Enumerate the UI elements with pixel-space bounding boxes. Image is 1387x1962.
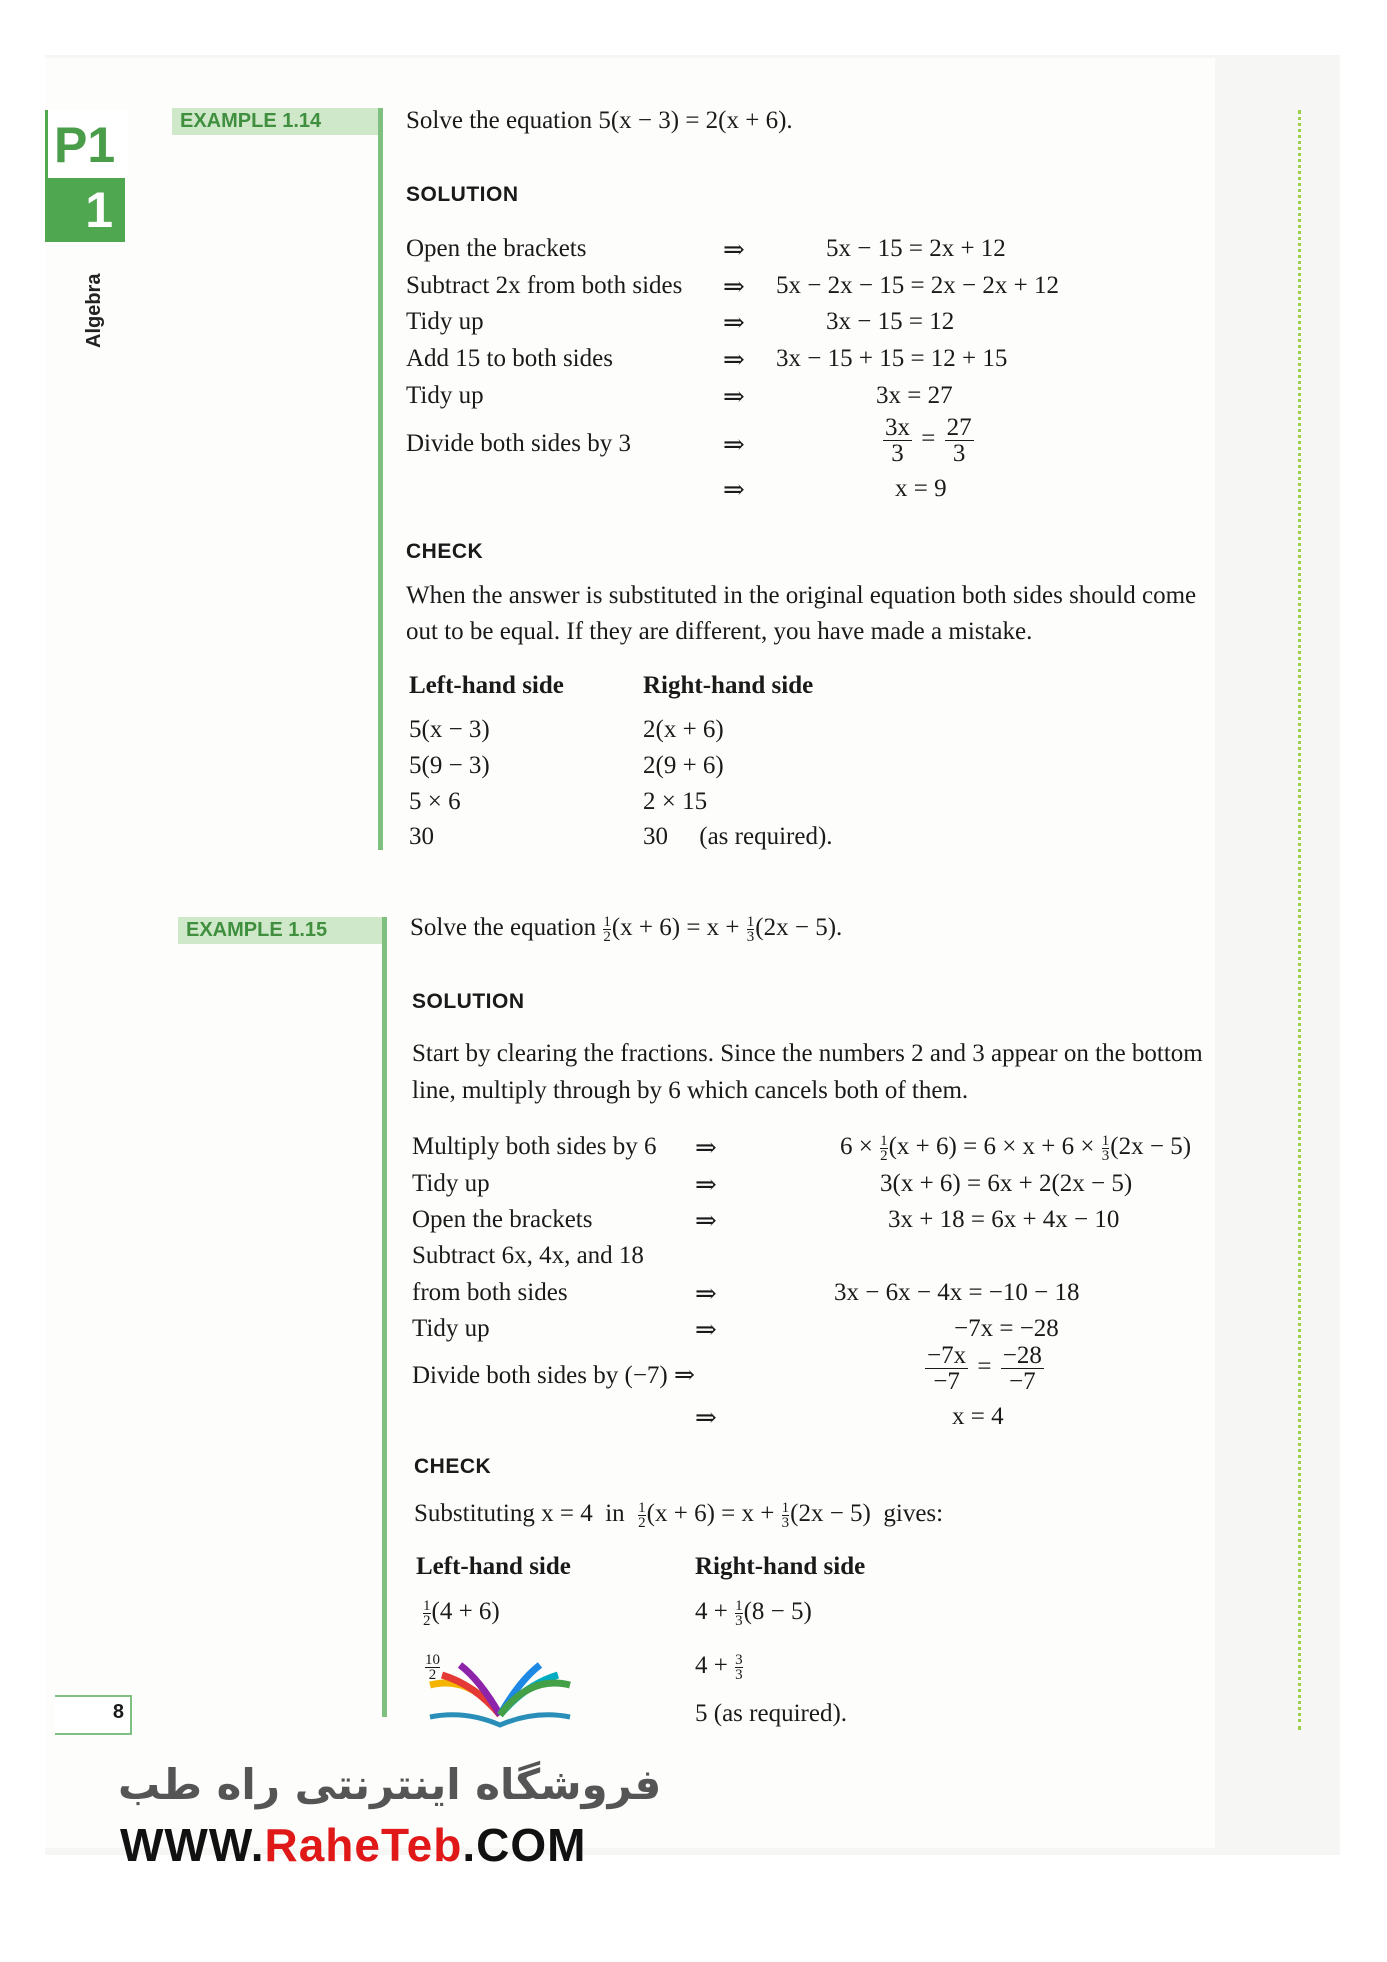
- lhs-heading: Left-hand side: [416, 1553, 571, 1580]
- denominator: 2: [603, 928, 611, 945]
- numerator: −28: [1002, 1342, 1042, 1369]
- numerator: 27: [946, 414, 972, 441]
- page-number-box: [55, 1695, 132, 1735]
- denominator: 3: [746, 928, 755, 945]
- numerator: 1: [781, 1499, 790, 1516]
- implies-arrow: ⇒: [723, 382, 745, 411]
- example-rule: [378, 108, 383, 850]
- denominator: −7: [933, 1368, 960, 1395]
- numerator: 1: [603, 913, 611, 930]
- third-fraction: [782, 1501, 790, 1531]
- step-equation: 3(x + 6) = 6x + 2(2x − 5): [880, 1170, 1133, 1197]
- check-text: [414, 1500, 943, 1530]
- rhs-heading: Right-hand side: [643, 672, 814, 699]
- step-equation: 3x − 6x − 4x = −10 − 18: [834, 1279, 1080, 1306]
- denominator: 2: [638, 1514, 646, 1531]
- intro-text: Start by clearing the fractions. Since the numbers 2 and 3 appear on the bottom: [412, 1040, 1203, 1067]
- check-text: out to be equal. If they are different, you have made a mistake.: [406, 618, 1033, 645]
- fraction: [883, 415, 912, 466]
- lhs-line: [422, 1598, 500, 1628]
- implies-arrow: ⇒: [695, 1206, 717, 1235]
- denominator: 2: [423, 1612, 431, 1629]
- dotted-margin-rule: [1298, 110, 1301, 1730]
- half-fraction: [880, 1134, 888, 1164]
- fraction: [735, 1653, 743, 1683]
- equation-text: (2x − 5): [1110, 1133, 1192, 1160]
- step-desc: Tidy up: [412, 1170, 490, 1197]
- step-desc: Add 15 to both sides: [406, 345, 613, 372]
- step-desc: Divide both sides by 3: [406, 430, 631, 457]
- implies-arrow: ⇒: [695, 1133, 717, 1162]
- step-equation: 3x = 27: [876, 382, 953, 409]
- step-desc: Subtract 6x, 4x, and 18: [412, 1242, 644, 1269]
- step-equation: 5x − 2x − 15 = 2x − 2x + 12: [776, 272, 1059, 299]
- check-text-part: Substituting x = 4 in: [414, 1500, 638, 1527]
- rhs-line: 2 × 15: [643, 788, 708, 815]
- rhs-line: 30 (as required).: [643, 823, 833, 850]
- denominator: 2: [428, 1666, 437, 1683]
- lhs-line: 5 × 6: [409, 788, 461, 815]
- example-label: EXAMPLE 1.15: [178, 917, 387, 944]
- section-label: Algebra: [83, 273, 105, 348]
- numerator: 10: [425, 1651, 440, 1668]
- implies-arrow: ⇒: [723, 475, 745, 504]
- numerator: 1: [880, 1132, 888, 1149]
- final-answer: x = 4: [952, 1403, 1004, 1430]
- half-fraction: [603, 915, 611, 945]
- denominator: 3: [735, 1612, 743, 1629]
- implies-arrow: ⇒: [695, 1170, 717, 1199]
- step-equation: −7x = −28: [954, 1315, 1059, 1342]
- step-desc: Tidy up: [406, 308, 484, 335]
- chapter-tab-label: 1: [85, 182, 113, 238]
- page-sheet: [45, 58, 1215, 1848]
- rhs-text: 4 +: [695, 1598, 735, 1625]
- step-desc: Tidy up: [406, 382, 484, 409]
- step-equation: 3x + 18 = 6x + 4x − 10: [888, 1206, 1120, 1233]
- rhs-line: 2(9 + 6): [643, 752, 724, 779]
- implies-arrow: ⇒: [695, 1315, 717, 1344]
- lhs-line: 5(x − 3): [409, 716, 490, 743]
- prompt-text: (x + 6) = x +: [611, 914, 746, 941]
- step-desc: Open the brackets: [406, 235, 587, 262]
- numerator: 1: [423, 1597, 431, 1614]
- denominator: 3: [891, 440, 904, 467]
- fraction-equation: [880, 415, 977, 466]
- fraction: [945, 415, 974, 466]
- part-tab-label: P1: [54, 117, 116, 173]
- final-answer: x = 9: [895, 475, 947, 502]
- rhs-text: (8 − 5): [743, 1598, 812, 1625]
- example-rule: [382, 917, 387, 1717]
- solution-heading: SOLUTION: [406, 183, 519, 206]
- page-number: 8: [112, 1701, 124, 1723]
- denominator: 2: [880, 1147, 888, 1164]
- url-part: WWW.: [120, 1819, 265, 1871]
- solution-heading: SOLUTION: [412, 990, 525, 1013]
- denominator: −7: [1008, 1368, 1036, 1395]
- url-brand: RaheTeb: [264, 1819, 463, 1871]
- step-desc: Subtract 2x from both sides: [406, 272, 683, 299]
- step-desc: Multiply both sides by 6: [412, 1133, 657, 1160]
- lhs-line: 5(9 − 3): [409, 752, 490, 779]
- url-part: .COM: [462, 1819, 587, 1871]
- example-prompt: [410, 914, 842, 944]
- step-equation: 3x − 15 + 15 = 12 + 15: [776, 345, 1008, 372]
- numerator: 3: [735, 1651, 743, 1668]
- denominator: 3: [952, 440, 966, 467]
- watermark-url: [120, 1818, 586, 1872]
- equation-text: 6 ×: [840, 1133, 880, 1160]
- implies-arrow: ⇒: [695, 1403, 717, 1432]
- equals-sign: =: [921, 425, 936, 453]
- third-fraction: [735, 1599, 743, 1629]
- fraction: [925, 1343, 968, 1394]
- example-prompt: Solve the equation 5(x − 3) = 2(x + 6).: [406, 107, 793, 134]
- numerator: 1: [638, 1499, 646, 1516]
- third-fraction: [747, 915, 755, 945]
- check-heading: CHECK: [406, 540, 484, 563]
- check-text: When the answer is substituted in the original equation both sides should come: [406, 582, 1197, 609]
- step-desc: Open the brackets: [412, 1206, 593, 1233]
- step-desc: from both sides: [412, 1279, 568, 1306]
- prompt-text: Solve the equation: [410, 914, 603, 941]
- numerator: 3x: [885, 414, 910, 441]
- lhs-heading: Left-hand side: [409, 672, 564, 699]
- rhs-text: 4 +: [695, 1652, 735, 1679]
- numerator: −7x: [927, 1342, 967, 1369]
- step-desc: Divide both sides by (−7) ⇒: [412, 1362, 695, 1389]
- implies-arrow: ⇒: [723, 345, 745, 374]
- denominator: 3: [1101, 1147, 1110, 1164]
- watermark-persian: فروشگاه اینترنتی راه طب: [118, 1760, 662, 1809]
- check-heading: CHECK: [414, 1455, 492, 1478]
- step-equation: 3x − 15 = 12: [826, 308, 955, 335]
- intro-text: line, multiply through by 6 which cancels both of them.: [412, 1077, 969, 1104]
- book-logo-icon: [420, 1651, 580, 1735]
- rhs-line: 5 (as required).: [695, 1700, 848, 1727]
- denominator: 3: [781, 1514, 790, 1531]
- rhs-heading: Right-hand side: [695, 1553, 866, 1580]
- rhs-line: 2(x + 6): [643, 716, 724, 743]
- rhs-line: [695, 1652, 744, 1682]
- step-equation: 5x − 15 = 2x + 12: [826, 235, 1006, 262]
- numerator: 1: [746, 913, 755, 930]
- fraction-equation: [922, 1343, 1047, 1394]
- part-tab: [45, 110, 128, 178]
- rhs-line: [695, 1598, 812, 1628]
- check-text-part: (2x − 5) gives:: [790, 1500, 944, 1527]
- check-text-part: (x + 6) = x +: [646, 1500, 781, 1527]
- fraction: [1001, 1343, 1044, 1394]
- half-fraction: [638, 1501, 646, 1531]
- third-fraction: [1102, 1134, 1110, 1164]
- step-desc: Tidy up: [412, 1315, 490, 1342]
- equation-text: (x + 6) = 6 × x + 6 ×: [888, 1133, 1101, 1160]
- implies-arrow: ⇒: [695, 1279, 717, 1308]
- step-equation: [840, 1133, 1191, 1163]
- half-fraction: [423, 1599, 431, 1629]
- lhs-line: 30: [409, 823, 434, 850]
- implies-arrow: ⇒: [723, 272, 745, 301]
- lhs-text: (4 + 6): [431, 1598, 500, 1625]
- denominator: 3: [735, 1666, 743, 1683]
- prompt-text: (2x − 5).: [755, 914, 843, 941]
- numerator: 1: [1101, 1132, 1110, 1149]
- implies-arrow: ⇒: [723, 308, 745, 337]
- chapter-tab: [45, 178, 125, 242]
- implies-arrow: ⇒: [723, 430, 745, 459]
- equals-sign: =: [977, 1353, 992, 1381]
- example-label: EXAMPLE 1.14: [172, 108, 381, 135]
- implies-arrow: ⇒: [723, 235, 745, 264]
- numerator: 1: [735, 1597, 743, 1614]
